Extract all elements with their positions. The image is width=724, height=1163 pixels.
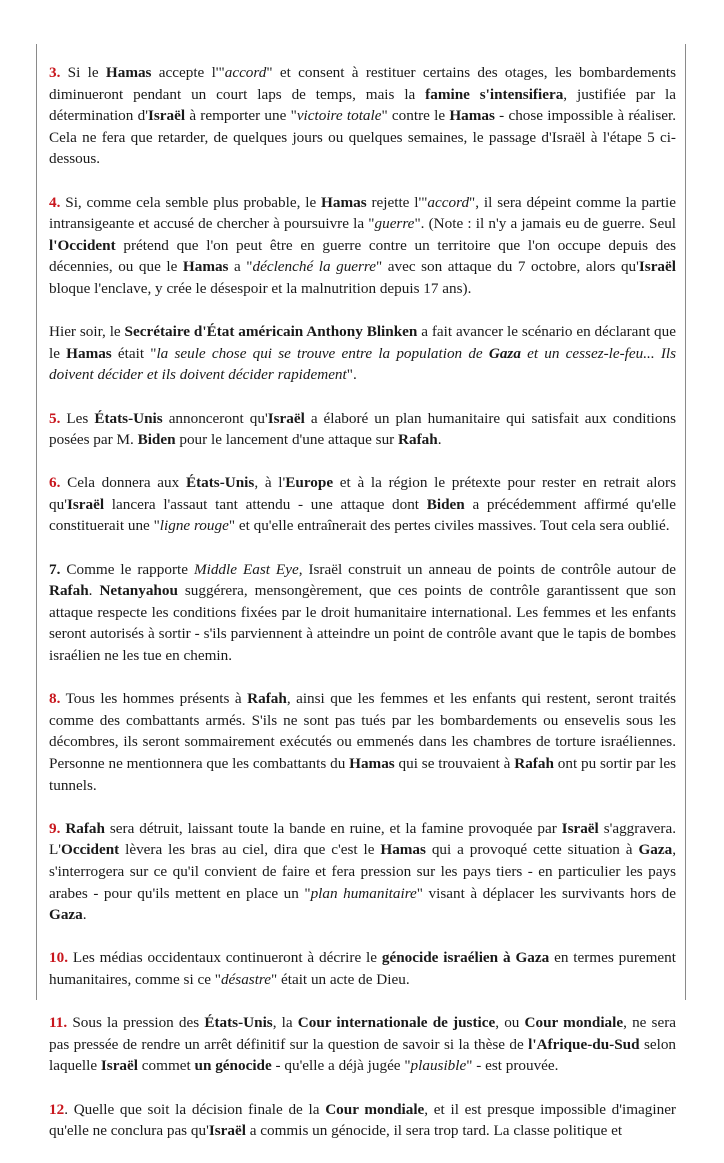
emphasis-bold: Cour mondiale	[325, 1100, 425, 1118]
text-run: " avec son attaque du 7 octobre, alors qu'	[376, 258, 639, 276]
text-run: , ainsi que les femmes et les enfants qui restent, seront traités comme des combattants armés. S'ils ne sont pas tués par les bombardements ou ensevelis sous les décombres, ils seront sommairement exécutés ou emmenés dans les chambres de torture israéliennes. Personne ne mentionnera que les combattants du	[49, 690, 676, 772]
text-run: a fait avancer le scénario en déclarant que le	[49, 323, 676, 362]
paragraph-number: 4.	[49, 193, 61, 211]
emphasis-bold: États-Unis	[204, 1014, 273, 1032]
text-run: Tous les hommes présents à	[60, 690, 248, 708]
emphasis-bold: Hamas	[380, 841, 426, 859]
paragraph-8	[49, 688, 676, 796]
emphasis-bold: Netanyahou	[99, 582, 178, 600]
paragraph-number: 6.	[49, 474, 61, 492]
text-run: .	[437, 431, 442, 449]
emphasis-bold: Israël	[561, 819, 599, 837]
paragraph-5	[49, 408, 676, 451]
paragraph-9	[49, 818, 676, 926]
text-run: .	[88, 582, 100, 600]
emphasis-bold: Rafah	[514, 755, 554, 772]
text-run: ont pu sortir par les tunnels.	[49, 755, 677, 794]
text-run: suggérera, mensongèrement, que ces points de contrôle garantissent que son attaque respecte les conditions fixées par le droit humanitaire international. Les femmes et les enfants seront autorisés à sortir - s'ils parviennent à atteindre un point de contrôle avant que le tapis de bombes israélien ne les tue en chemin.	[49, 582, 677, 665]
emphasis-italic: accord	[427, 193, 470, 211]
text-run: - chose impossible à réaliser. Cela ne fera que retarder, de quelques jours ou quelques semaines, le passage d'Israël à l'étape 5 ci-dessous.	[49, 107, 676, 168]
paragraph-7	[49, 559, 676, 667]
text-run: " et qu'elle entraînerait des pertes civiles massives. Tout cela sera oublié.	[228, 517, 670, 535]
text-run: accepte l'"	[151, 64, 225, 81]
emphasis-bold: Gaza	[488, 344, 521, 362]
text-run: sera détruit, laissant toute la bande en ruine, et la famine provoquée par	[104, 819, 562, 837]
text-run: et à la région le prétexte pour rester en retrait alors qu'	[49, 474, 676, 513]
text-run: ". (Note : il n'y a jamais eu de guerre. Seul	[414, 215, 677, 233]
paragraph-4	[49, 192, 676, 300]
text-run: ".	[346, 366, 357, 384]
emphasis-bold: Israël	[147, 107, 186, 125]
text-run: , et il est presque impossible d'imaginer qu'elle ne conclura pas qu'	[49, 1100, 676, 1140]
emphasis-bold: Hamas	[182, 258, 229, 276]
text-run: . Quelle que soit la décision finale de la	[64, 1100, 326, 1118]
emphasis-italic: Middle East Eye	[193, 560, 299, 578]
paragraph-6	[49, 472, 676, 537]
text-run: lèvera les bras au ciel, dira que c'est le	[119, 841, 381, 859]
paragraph-number: 9.	[49, 819, 61, 837]
paragraph-number: 8.	[49, 690, 61, 708]
paragraph-12	[49, 1099, 676, 1142]
emphasis-bold: Israël	[638, 258, 676, 276]
text-run: qui a provoqué cette situation à	[425, 841, 639, 859]
text-run: .	[82, 906, 87, 924]
emphasis-bold: un génocide	[194, 1057, 272, 1075]
emphasis-italic: plausible	[410, 1057, 467, 1075]
text-run: Si, comme cela semble plus probable, le	[60, 193, 322, 211]
paragraph-10	[49, 947, 676, 990]
text-run: " était un acte de Dieu.	[271, 970, 410, 988]
emphasis-bold: États-Unis	[185, 474, 255, 492]
emphasis-bold: l'Afrique-du-Sud	[528, 1035, 640, 1053]
emphasis-bold: Hamas	[321, 193, 367, 211]
emphasis-bold: génocide israélien à Gaza	[381, 949, 550, 967]
emphasis-bold: Israël	[100, 1057, 138, 1075]
text-run: commet	[138, 1057, 195, 1075]
text-run: bloque l'enclave, y crée le désespoir et la malnutrition depuis 17 ans).	[49, 279, 472, 297]
text-run: " et consent à restituer certains des otages, les bombardements diminueront pendant un court laps de temps, mais la	[49, 64, 676, 103]
emphasis-bold: Hamas	[449, 107, 495, 125]
emphasis-bold: Rafah	[247, 690, 287, 708]
text-run: , la	[272, 1014, 298, 1032]
emphasis-bold: Biden	[137, 431, 176, 449]
text-run: selon laquelle	[49, 1035, 677, 1075]
emphasis-bold: Rafah	[49, 582, 89, 600]
emphasis-bold: Israël	[267, 409, 305, 427]
paragraph-number: 10.	[49, 949, 68, 967]
emphasis-bold: Biden	[426, 495, 465, 513]
emphasis-italic: victoire totale	[296, 107, 382, 125]
text-run: était "	[111, 344, 157, 362]
emphasis-italic: ligne rouge	[159, 517, 229, 535]
text-run: Cela donnera aux	[60, 474, 186, 492]
text-run: Les	[60, 409, 95, 427]
emphasis-bold: Hamas	[349, 755, 395, 772]
text-run: , ou	[495, 1014, 525, 1032]
text-run: annonceront qu'	[162, 409, 268, 427]
emphasis-bold: Hamas	[66, 344, 112, 362]
paragraph-blinken	[49, 321, 676, 386]
paragraph-number: 12	[49, 1100, 65, 1118]
emphasis-bold: Gaza	[638, 841, 673, 859]
text-run: Hier soir, le	[49, 323, 125, 341]
text-run: " - est prouvée.	[466, 1057, 559, 1075]
text-run: prétend que l'on peut être en guerre contre un territoire que l'on occupe depuis des décennies, ou que le	[49, 236, 676, 276]
paragraph-number: 7.	[49, 560, 61, 578]
emphasis-italic: déclenché la guerre	[252, 258, 377, 276]
text-run: a précédemment affirmé qu'elle constituerait une "	[49, 495, 676, 535]
emphasis-bold: Rafah	[398, 431, 438, 449]
emphasis-bold: Cour mondiale	[524, 1014, 624, 1032]
emphasis-bold: États-Unis	[94, 409, 163, 427]
document-body	[49, 62, 676, 1163]
text-run: , justifiée par la détermination d'	[49, 85, 677, 125]
emphasis-italic: guerre	[374, 215, 415, 233]
text-run: à remporter une "	[185, 107, 297, 125]
text-run: Si le	[60, 64, 106, 81]
text-run: , s'interrogera sur ce qu'il convient de faire et fera pression sur les pays tiers - en particulier les pays arabes - pour qu'ils mettent en place un "	[49, 841, 676, 902]
text-run: s'aggravera. L'	[49, 819, 676, 859]
emphasis-bold: Gaza	[49, 906, 83, 924]
text-run: Sous la pression des	[67, 1014, 205, 1032]
emphasis-bold: l'Occident	[49, 236, 116, 254]
text-run: Les médias occidentaux continueront à décrire le	[67, 949, 382, 967]
paragraph-number: 3.	[49, 64, 61, 81]
emphasis-bold: Cour internationale de justice	[297, 1014, 496, 1032]
text-run: a élaboré un plan humanitaire qui satisfait aux conditions posées par M.	[49, 409, 676, 449]
text-run: " visant à déplacer les survivants hors de	[416, 884, 676, 902]
emphasis-bold: Israël	[66, 495, 105, 513]
emphasis-italic: désastre	[220, 970, 272, 988]
text-run: ", il sera dépeint comme la partie intransigeante et accusé de chercher à poursuivre la "	[49, 193, 676, 233]
text-run: lancera l'assaut tant attendu - une attaque dont	[104, 495, 427, 513]
emphasis-bold: famine s'intensifiera	[425, 85, 564, 103]
text-run: - qu'elle a déjà jugée "	[271, 1057, 411, 1075]
emphasis-bold: Occident	[61, 841, 120, 859]
text-run: qui se trouvaient à	[394, 755, 515, 772]
emphasis-bold: Hamas	[105, 64, 152, 81]
emphasis-italic: la seule chose qui se trouve entre la population de	[156, 344, 489, 362]
text-run: " contre le	[381, 107, 450, 125]
text-run: Comme le rapporte	[60, 560, 194, 578]
text-run: pour le lancement d'une attaque sur	[175, 431, 399, 449]
text-run: , ne sera pas pressée de rendre un arrêt définitif sur la question de savoir si la thèse de	[49, 1014, 677, 1053]
paragraph-number: 5.	[49, 409, 61, 427]
emphasis-bold: Europe	[285, 474, 334, 492]
emphasis-italic: plan humanitaire	[310, 884, 417, 902]
emphasis-italic: accord	[224, 64, 267, 81]
text-run: en termes purement humanitaires, comme si ce "	[49, 949, 676, 988]
text-run: a commis un génocide, il sera trop tard. La classe politique et	[245, 1122, 623, 1140]
text-run: , à l'	[254, 474, 286, 492]
emphasis-bold: Israël	[208, 1122, 246, 1140]
emphasis-italic: et un cessez-le-feu... Ils doivent décider et ils doivent décider rapidement	[49, 344, 677, 384]
emphasis-bold: Rafah	[65, 819, 105, 837]
paragraph-3	[49, 62, 676, 170]
text-run: rejette l'"	[366, 193, 428, 211]
text-run: a "	[228, 258, 253, 276]
paragraph-number: 11.	[49, 1014, 68, 1032]
paragraph-11	[49, 1012, 676, 1077]
text-run: , Israël construit un anneau de points de contrôle autour de	[298, 560, 677, 578]
emphasis-bold: Secrétaire d'État américain Anthony Blinken	[124, 323, 418, 341]
